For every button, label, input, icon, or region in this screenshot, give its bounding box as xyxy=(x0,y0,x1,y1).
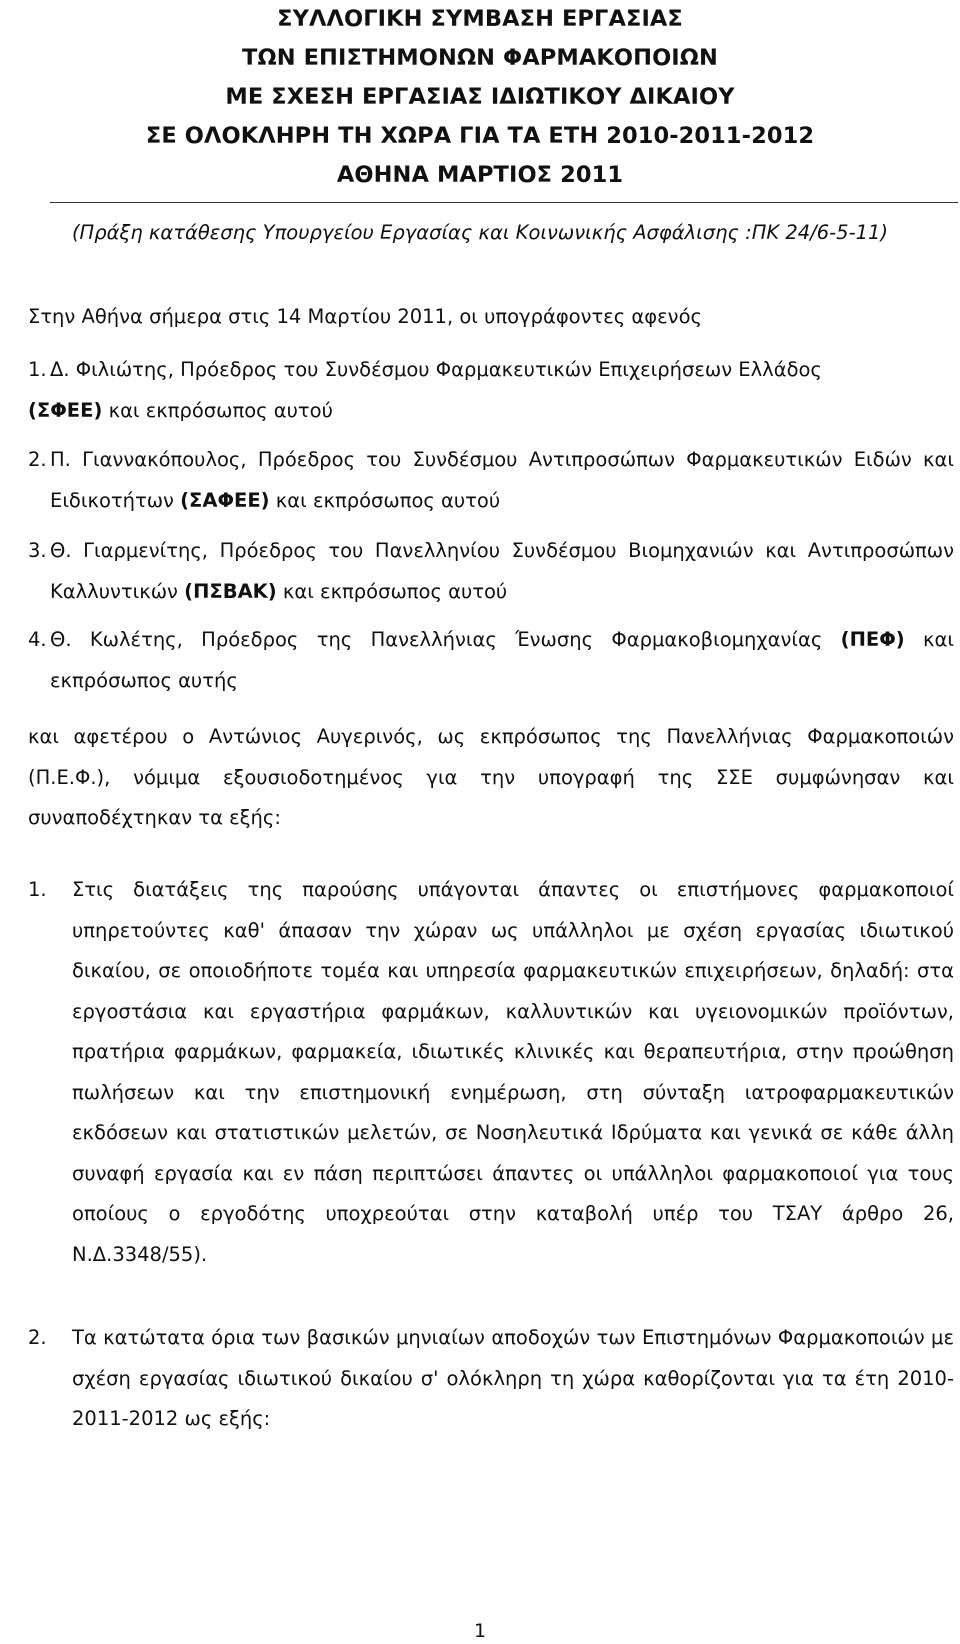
signatory-number: 3. xyxy=(28,539,47,562)
intro-paragraph: Στην Αθήνα σήμερα στις 14 Μαρτίου 2011, οι υπογράφοντες αφενός xyxy=(28,305,702,328)
signatory-acronym: (ΣΑΦΕΕ) xyxy=(180,488,270,512)
signatory-acronym: (ΠΣΒΑΚ) xyxy=(184,579,277,603)
counterparty-paragraph: και αφετέρου ο Αντώνιος Αυγερινός, ως εκπρόσωπος της Πανελλήνιας Φαρμακοποιών (Π.Ε.Φ.), νόμιμα εξουσιοδοτημένος για την υπογραφή της ΣΣΕ συμφώνησαν και συναποδέχτηκαν τα εξής: xyxy=(28,725,954,829)
signatory-text xyxy=(50,531,954,612)
signatory-name: Θ. Κωλέτης, Πρόεδρος της Πανελλήνιας Ένωσης Φαρμακοβιομηχανίας xyxy=(50,628,841,651)
signatory-role: και εκπρόσωπος αυτού xyxy=(276,579,508,603)
header-divider xyxy=(50,202,958,203)
signatory-acronym: (ΣΦΕΕ) xyxy=(28,398,103,422)
signatory-item-1 xyxy=(28,350,954,431)
signatory-role: και εκπρόσωπος αυτού xyxy=(269,488,501,512)
signatory-number: 1. xyxy=(28,358,47,381)
signatory-item-3 xyxy=(28,531,954,612)
signatory-name: Π. Γιαννακόπουλος, Πρόεδρος του Συνδέσμου Αντιπροσώπων Φαρμακευτικών Ειδών και Ειδικοτήτων xyxy=(50,448,954,512)
signatory-text xyxy=(28,350,954,431)
signatory-name: Θ. Γιαρμενίτης, Πρόεδρος του Πανελληνίου Συνδέσμου Βιομηχανιών και Αντιπροσώπων Καλλυντικών xyxy=(50,539,954,603)
article-number: 2. xyxy=(28,1326,47,1349)
title-line-3: ΜΕ ΣΧΕΣΗ ΕΡΓΑΣΙΑΣ ΙΔΙΩΤΙΚΟΥ ΔΙΚΑΙΟΥ xyxy=(225,84,735,110)
signatory-number: 4. xyxy=(28,628,47,651)
document-title xyxy=(0,0,960,195)
article-text: Στις διατάξεις της παρούσης υπάγονται άπαντες οι επιστήμονες φαρμακοποιοί υπηρετούντες καθ' άπασαν την χώραν ως υπάλληλοι με σχέση εργασίας ιδιωτικού δικαίου, σε οποιοδήποτε τομέα και υπηρεσία φαρμακευτικών επιχειρήσεων, δηλαδή: στα εργοστάσια και εργαστήρια φαρμάκων, καλλυντικών και υγειονομικών προϊόντων, πρατήρια φαρμάκων, φαρμακεία, ιδιωτικές κλινικές και θεραπευτήρια, στην προώθηση πωλήσεων και την επιστημονική ενημέρωση, στη σύνταξη ιατροφαρμακευτικών εκδόσεων και στατιστικών μελετών, σε Νοσηλευτικά Ιδρύματα και γενικά σε κάθε άλλη συναφή εργασία και εν πάση περιπτώσει άπαντες οι υπάλληλοι φαρμακοποιοί για τους οποίους ο εργοδότης υποχρεούται στην καταβολή υπέρ του ΤΣΑΥ άρθρο 26, Ν.Δ.3348/55). xyxy=(72,878,954,1266)
article-number: 1. xyxy=(28,878,47,901)
signatory-item-4 xyxy=(28,620,954,701)
signatory-text xyxy=(50,440,954,521)
title-line-1: ΣΥΛΛΟΓΙΚΗ ΣΥΜΒΑΣΗ ΕΡΓΑΣΙΑΣ xyxy=(277,6,683,32)
page-number: 1 xyxy=(473,1620,487,1642)
signatory-item-2 xyxy=(28,440,954,521)
signatory-number: 2. xyxy=(28,448,47,471)
article-2 xyxy=(28,1318,954,1448)
signatory-name: Δ. Φιλιώτης, Πρόεδρος του Συνδέσμου Φαρμακευτικών Επιχειρήσεων Ελλάδος xyxy=(50,358,822,381)
signatory-text xyxy=(50,620,954,701)
signatory-acronym: (ΠΕΦ) xyxy=(840,628,905,651)
signatory-role: και εκπρόσωπος αυτού xyxy=(102,398,333,422)
title-line-5: ΑΘΗΝΑ ΜΑΡΤΙΟΣ 2011 xyxy=(336,162,624,188)
filing-note: (Πράξη κατάθεσης Υπουργείου Εργασίας και Κοινωνικής Ασφάλισης :ΠΚ 24/6-5-11) xyxy=(71,221,889,244)
article-text: Τα κατώτατα όρια των βασικών μηνιαίων αποδοχών των Επιστημόνων Φαρμακοποιών με σχέση εργασίας ιδιωτικού δικαίου σ' ολόκληρη τη χώρα καθορίζονται για τα έτη 2010-2011-2012 ως εξής: xyxy=(72,1326,954,1430)
title-line-4: ΣΕ ΟΛΟΚΛΗΡΗ ΤΗ ΧΩΡΑ ΓΙΑ ΤΑ ΕΤΗ 2010-2011-2012 xyxy=(145,123,815,149)
article-1 xyxy=(28,870,954,1310)
title-line-2: ΤΩΝ ΕΠΙΣΤΗΜΟΝΩΝ ΦΑΡΜΑΚΟΠΟΙΩΝ xyxy=(242,45,718,71)
signatory-role: και εκπρόσωπος αυτής xyxy=(50,628,954,692)
